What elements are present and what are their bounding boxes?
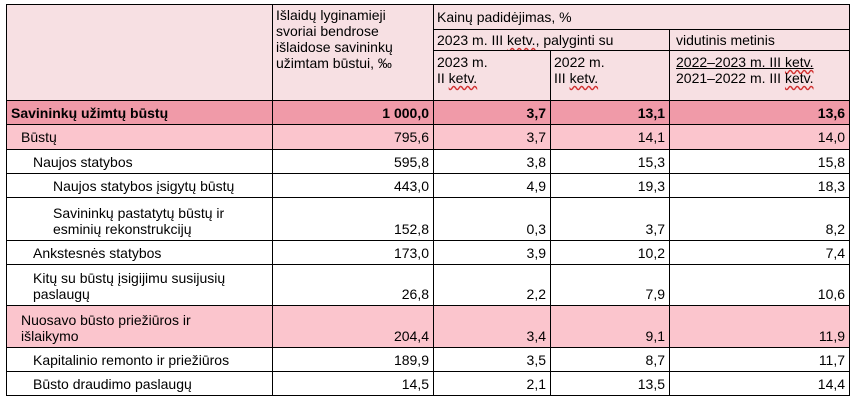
cell-weight: 443,0: [273, 174, 434, 198]
header-col-prev-quarter-line2: II: [437, 70, 449, 86]
cell-prev-year: 13,5: [551, 372, 670, 396]
header-weights-line: išlaidose savininkų: [276, 39, 393, 55]
cell-prev-quarter: 2,2: [434, 265, 551, 306]
header-weights-line: užimtam būstui, ‰: [276, 55, 392, 71]
cell-weight: 173,0: [273, 241, 434, 265]
cell-avg: 14,0: [670, 125, 850, 150]
table-row: [7, 150, 850, 174]
row-label-line: Kitų su būstų įsigijimu susijusių: [33, 270, 226, 286]
cell-avg: 13,6: [670, 101, 850, 125]
row-label: [7, 174, 273, 198]
cell-weight: 26,8: [273, 265, 434, 306]
row-label: [7, 372, 273, 396]
table-row: [7, 348, 850, 372]
table-row: [7, 125, 850, 150]
cell-prev-quarter: 3,7: [434, 101, 551, 125]
row-label-line: paslaugų: [33, 286, 90, 302]
cell-prev-year: 3,7: [551, 198, 670, 241]
header-compared-prefix: 2023 m. III: [437, 32, 508, 48]
header-price-increase: Kainų padidėjimas, %: [434, 5, 850, 30]
cell-prev-year: 10,2: [551, 241, 670, 265]
header-col-prev-year-line1: 2022 m.: [554, 54, 605, 70]
header-col-avg-line2: 2021–2022 m. III: [676, 70, 785, 86]
cell-prev-year: 7,9: [551, 265, 670, 306]
row-label: [7, 198, 273, 241]
cell-prev-year: 15,3: [551, 150, 670, 174]
row-label-line: Būstų: [21, 129, 57, 145]
header-col-prev-quarter-line1: 2023 m.: [437, 54, 488, 70]
header-avg-annual: vidutinis metinis: [670, 30, 850, 51]
header-compared: [434, 30, 670, 51]
housing-price-table: [6, 4, 850, 396]
cell-avg: 8,2: [670, 198, 850, 241]
cell-weight: 595,8: [273, 150, 434, 174]
cell-prev-year: 19,3: [551, 174, 670, 198]
row-label-line: esminių rekonstrukcijų: [53, 221, 192, 237]
header-col-prev-year-line2: III: [554, 70, 570, 86]
header-col-avg-line2-ketv: ketv.: [784, 70, 814, 86]
cell-prev-year: 8,7: [551, 348, 670, 372]
cell-weight: 1 000,0: [273, 101, 434, 125]
price-table-container: [6, 4, 850, 396]
table-row: [7, 174, 850, 198]
cell-weight: 152,8: [273, 198, 434, 241]
row-label-line: Ankstesnės statybos: [33, 244, 162, 261]
row-label: [7, 101, 273, 125]
table-row: [7, 306, 850, 348]
row-label-line: Naujos statybos: [33, 153, 133, 170]
table-row: [7, 101, 850, 125]
table-row: [7, 241, 850, 265]
cell-prev-year: 13,1: [551, 101, 670, 125]
cell-avg: 18,3: [670, 174, 850, 198]
cell-avg: 11,7: [670, 348, 850, 372]
header-weights-line: svoriai bendrose: [276, 23, 379, 39]
cell-prev-year: 14,1: [551, 125, 670, 150]
cell-prev-quarter: 3,8: [434, 150, 551, 174]
cell-prev-year: 9,1: [551, 306, 670, 348]
row-label: [7, 125, 273, 150]
cell-prev-quarter: 3,5: [434, 348, 551, 372]
cell-avg: 15,8: [670, 150, 850, 174]
cell-prev-quarter: 3,7: [434, 125, 551, 150]
row-label-line: Kapitalinio remonto ir priežiūros: [33, 351, 230, 368]
row-label-line: Savininkų pastatytų būstų ir: [53, 205, 225, 221]
header-weights-line: Išlaidų lyginamieji: [276, 7, 386, 23]
row-label-line: Naujos statybos įsigytų būstų: [53, 177, 235, 194]
header-col-avg: [670, 51, 850, 101]
header-col-avg-line1-ketv: ketv.: [784, 54, 814, 70]
row-label: [7, 150, 273, 174]
header-empty-cell: [7, 5, 273, 101]
cell-prev-quarter: 2,1: [434, 372, 551, 396]
header-col-prev-year-ketv: ketv.: [569, 70, 599, 86]
cell-avg: 10,6: [670, 265, 850, 306]
table-row: [7, 198, 850, 241]
header-col-prev-year: [551, 51, 670, 101]
row-label-line: išlaikymo: [21, 328, 79, 344]
cell-prev-quarter: 4,9: [434, 174, 551, 198]
row-label: [7, 265, 273, 306]
cell-prev-quarter: 3,9: [434, 241, 551, 265]
row-label-line: Savininkų užimtų būstų: [11, 104, 169, 121]
row-label-line: Nuosavo būsto priežiūros ir: [21, 312, 191, 328]
row-label: [7, 348, 273, 372]
cell-prev-quarter: 0,3: [434, 198, 551, 241]
header-col-avg-line1: 2022–2023 m. III: [676, 54, 785, 70]
header-compared-suffix: , palyginti su: [535, 32, 614, 48]
cell-weight: 795,6: [273, 125, 434, 150]
cell-avg: 14,4: [670, 372, 850, 396]
header-weights: [273, 5, 434, 101]
header-col-prev-quarter-ketv: ketv.: [448, 70, 478, 86]
cell-weight: 189,9: [273, 348, 434, 372]
row-label: [7, 241, 273, 265]
header-col-prev-quarter: [434, 51, 551, 101]
row-label-line: Būsto draudimo paslaugų: [33, 375, 192, 392]
row-label: [7, 306, 273, 348]
header-compared-ketv: ketv.: [507, 32, 536, 48]
cell-prev-quarter: 3,4: [434, 306, 551, 348]
cell-weight: 204,4: [273, 306, 434, 348]
cell-avg: 7,4: [670, 241, 850, 265]
cell-weight: 14,5: [273, 372, 434, 396]
table-row: [7, 372, 850, 396]
cell-avg: 11,9: [670, 306, 850, 348]
table-row: [7, 265, 850, 306]
